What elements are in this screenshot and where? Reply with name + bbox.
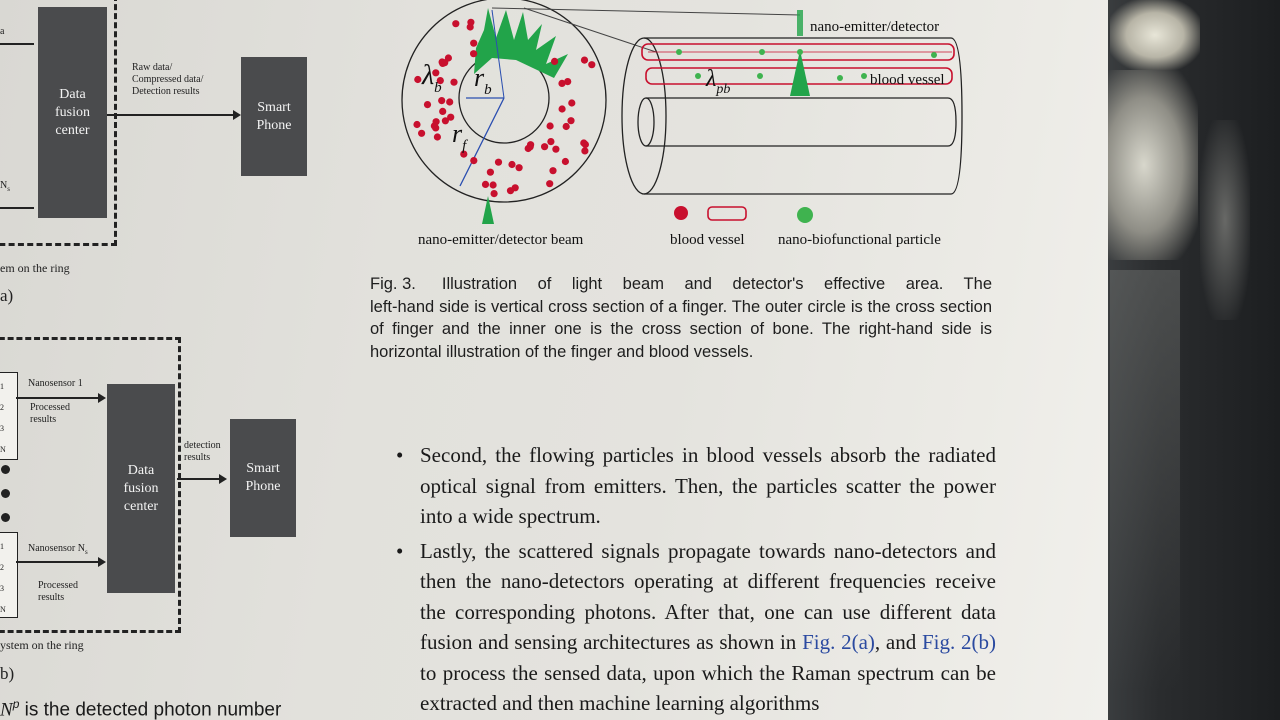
legend-red-dot [674,206,688,220]
finger-horizontal [622,10,962,194]
bullet-2-cut: can be extracted and then machine learning algorithms [420,660,997,715]
figure-3 [396,0,996,260]
arrow-sensorN [16,561,100,563]
green-particle [861,73,867,79]
data-fusion-center-a: Data fusion center [38,7,107,218]
legend-particle-label: nano-biofunctional particle [778,232,941,248]
blood-vessel-label: blood vessel [870,72,945,88]
red-particle [568,99,575,106]
sublabel-a: a) [0,286,14,305]
nano-emitter-label: nano-emitter/detector [810,19,940,35]
sublabel-b: b) [0,664,15,683]
red-particle [470,50,477,57]
green-particle [695,73,701,79]
fig-text-first: Illustration of light beam and detector's effective area. The [441,275,992,293]
red-particle [432,124,439,131]
red-particle [418,130,425,137]
lambda-b-label: $\lambda_b$ [422,60,442,96]
bullet-dot-icon: • [396,443,404,467]
red-particle [516,164,523,171]
bullet-item-2 [396,536,996,719]
ref-fig-2a[interactable]: Fig. 2(a) [802,630,875,654]
arrow-to-phone-a [107,114,235,116]
nanosensor-n-label: Nanosensor $N_s$ [28,543,88,556]
red-particle [546,180,553,187]
data-fusion-center-b: Data fusion center [107,384,175,593]
emitter-right [797,10,803,36]
red-particle [588,61,595,68]
red-particle [470,40,477,47]
red-particle [414,76,421,83]
green-particle [757,73,763,79]
red-particle [541,143,548,150]
red-particle [438,97,445,104]
arrow-head-b [219,474,227,484]
legend-vessel-rect [708,207,746,220]
arrow-label-a: Raw data/ Compressed data/ Detection results [132,62,204,97]
legend-beam-label: nano-emitter/detector beam [418,232,584,248]
red-particle [482,181,489,188]
red-particle [439,58,446,65]
sensor-stack-1-items: 1 2 3 N [0,382,6,454]
detection-label: detection results [184,440,221,463]
red-particle [452,20,459,27]
fig-label: Fig. 3. [370,275,416,293]
red-particle [567,117,574,124]
green-particle [931,52,937,58]
red-particle [547,122,554,129]
arrow-in-bottom [0,207,34,209]
green-particle [837,75,843,81]
arrow-in-top [0,43,34,45]
sensor-stack-2-items: 1 2 3 N [0,542,6,614]
smart-phone-a: Smart Phone [241,57,307,176]
background-light-3 [1200,120,1250,320]
bullet-2-text: Lastly, the scattered signals propagate towards nano-detectors and then the nano-detectors operating at different frequencies receive the corresponding photons. After that, one can use different data fusion and sensing architectures as shown in [420,538,996,654]
processed-label-2: Processed results [38,580,78,603]
red-particle [581,57,588,64]
lambda-pb-label: $\lambda_{pb}$ [706,66,731,97]
green-particle [759,49,765,55]
red-particle [495,159,502,166]
input-label-top: a [0,26,5,37]
red-particle [490,181,497,188]
legend-green-dot [797,207,813,223]
green-particle [676,49,682,55]
red-particle [549,167,556,174]
red-particle [445,54,452,61]
red-particle [512,184,519,191]
beam-right [790,50,810,96]
red-particle [582,141,589,148]
red-particle [508,161,515,168]
finger-cross-section [402,0,800,224]
red-particle [547,138,554,145]
red-particle [552,146,559,153]
red-particle [562,158,569,165]
arrow-head-sensorN [98,557,106,567]
background-light-1 [1110,0,1200,70]
arrow-sensor1 [16,397,100,399]
red-particle [434,133,441,140]
red-particle [424,101,431,108]
red-particle [563,123,570,130]
figure-3-legend [418,206,941,248]
ellipsis-dots [1,465,10,522]
green-particle [797,49,803,55]
red-particle [413,121,420,128]
ref-fig-2b[interactable]: Fig. 2(b) [921,630,996,654]
bottom-left-fragment: $N^p$ is the detected photon number [0,697,282,720]
processed-label-1: Processed results [30,402,70,425]
red-particle [446,98,453,105]
red-particle [467,19,474,26]
red-particle [487,169,494,176]
red-particle [470,157,477,164]
red-particle [564,78,571,85]
red-particle [439,108,446,115]
red-particle [491,190,498,197]
rf-label: $r_f$ [452,119,467,154]
body-text [396,440,996,719]
input-label-bottom: $N_s$ [0,180,10,193]
caption-b: ystem on the ring [0,638,84,652]
red-particle [527,141,534,148]
rb-label: $r_b$ [474,63,492,98]
smart-phone-b: Smart Phone [230,419,296,537]
figure-3-caption [370,273,992,363]
background-light-2 [1108,70,1198,260]
nanosensor-1-label: Nanosensor 1 [28,378,83,389]
arrow-head-sensor1 [98,393,106,403]
pointer-line-1 [492,8,800,15]
legend-vessel-label: blood vessel [670,232,745,248]
fig-text-rest: left-hand side is vertical cross section of a finger. The outer circle is the cross section of finger and the inner one is the cross section of bone. The right-hand side is horizontal illustration of the finger and blood vessels. [370,297,992,361]
bullet-1-text: Second, the flowing particles in blood vessels absorb the radiated optical signal from emitters. Then, the particles scatter the power into a wide spectrum. [420,443,996,528]
red-particle [551,58,558,65]
bullet-2-between: , and [874,630,922,654]
red-particle [559,105,566,112]
arrow-to-phone-b [177,478,221,480]
bullet-2-after: to process the sensed data, upon which the Raman spectrum [420,660,935,685]
bullet-item-1 [396,440,996,532]
red-particle [581,147,588,154]
background-light-4 [1110,270,1180,690]
bullet-dot-icon: • [396,538,404,563]
beam-crown [474,8,568,78]
red-particle [433,118,440,125]
caption-a: em on the ring [0,261,70,275]
arrow-head-a [233,110,241,120]
red-particle [450,79,457,86]
